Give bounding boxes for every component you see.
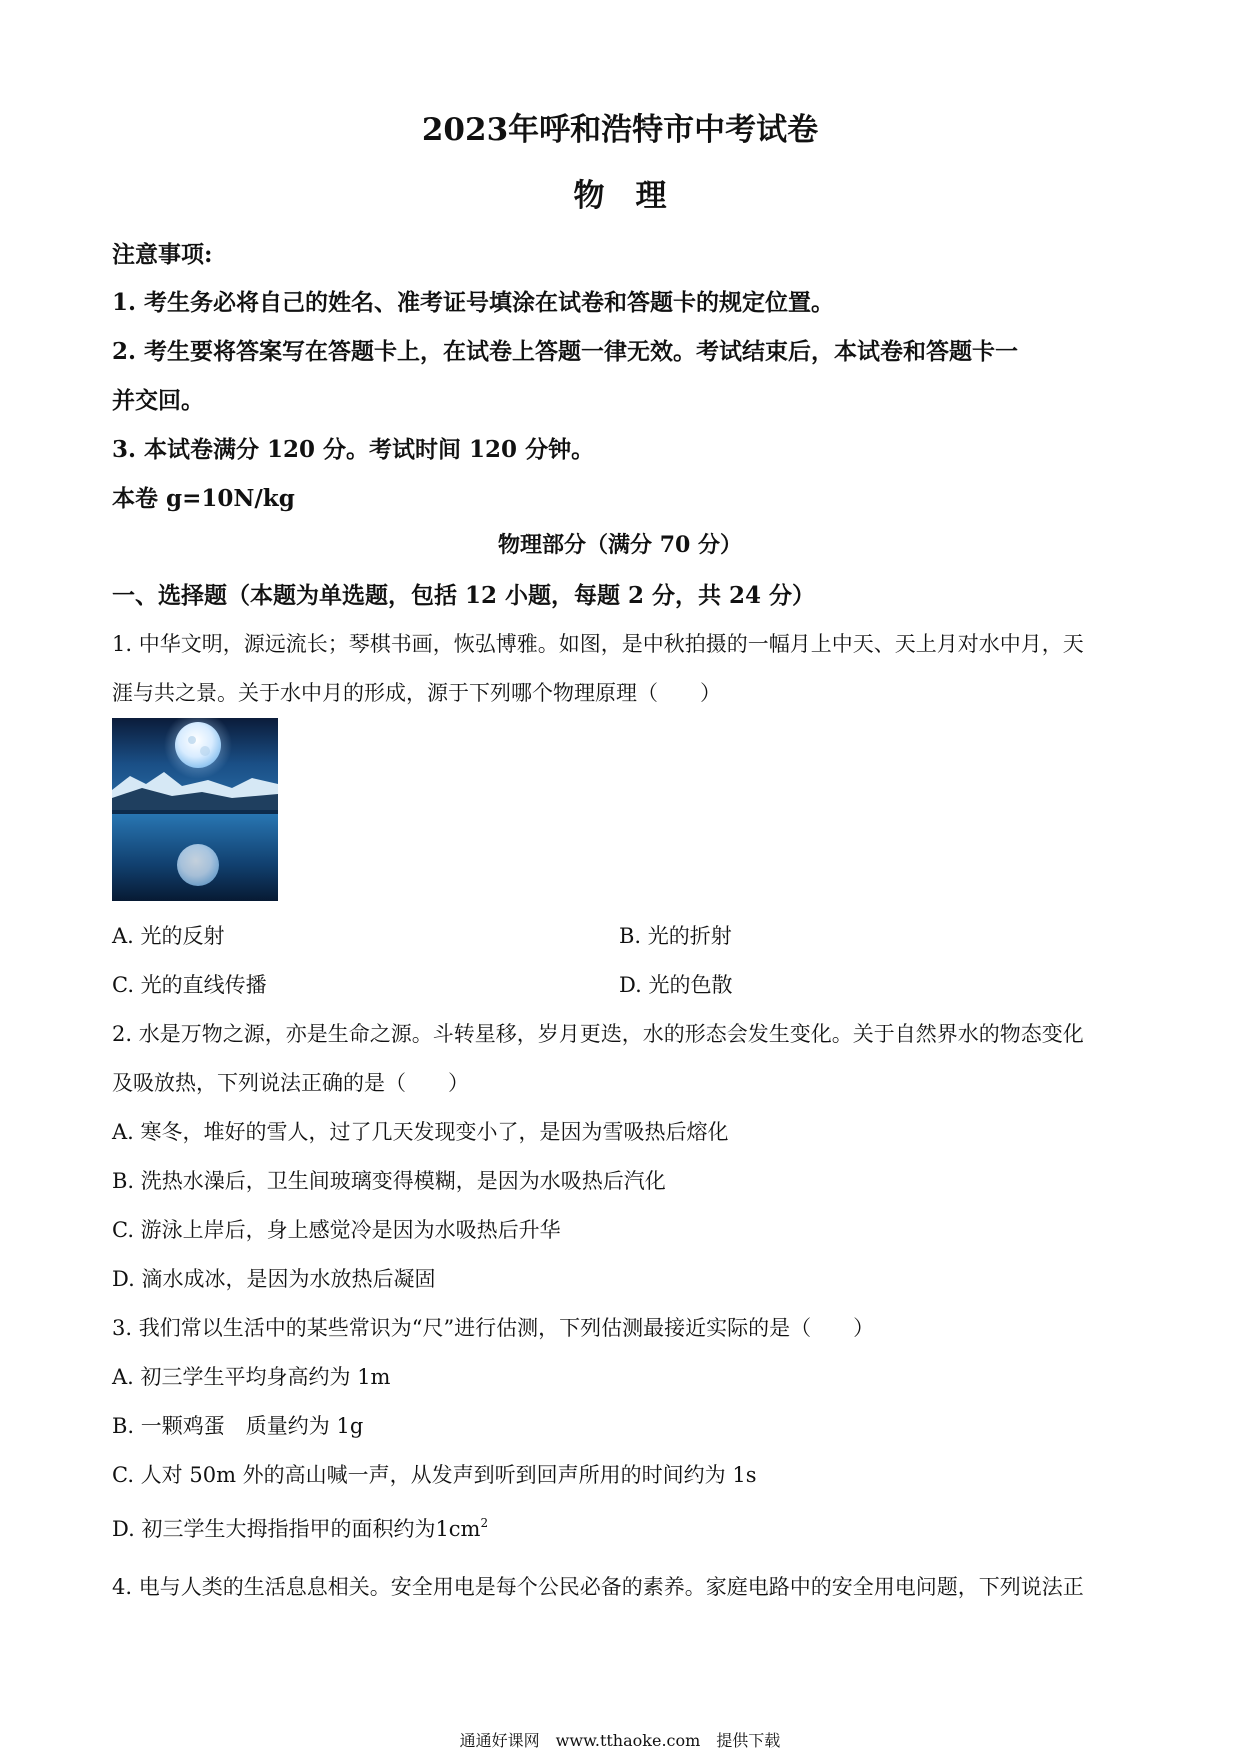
notice-item-3: 3. 本试卷满分 120 分。考试时间 120 分钟。 bbox=[112, 436, 595, 463]
footer-source: 通通好课网 www.tthaoke.com 提供下载 bbox=[459, 1731, 781, 1750]
exam-title: 2023年呼和浩特市中考试卷 bbox=[421, 112, 819, 148]
q2-option-c: C. 游泳上岸后，身上感觉冷是因为水吸热后升华 bbox=[112, 1218, 561, 1242]
q3-option-d-text: D. 初三学生大拇指指甲的面积约为1cm bbox=[112, 1517, 481, 1541]
q2-option-b: B. 洗热水澡后，卫生间玻璃变得模糊，是因为水吸热后汽化 bbox=[112, 1169, 666, 1193]
q3-option-a: A. 初三学生平均身高约为 1m bbox=[112, 1365, 391, 1389]
q4-stem-line1: 4. 电与人类的生活息息相关。安全用电是每个公民必备的素养。家庭电路中的安全用电问题，下列说法正 bbox=[112, 1575, 1084, 1599]
notice-item-1: 1. 考生务必将自己的姓名、准考证号填涂在试卷和答题卡的规定位置。 bbox=[112, 289, 835, 316]
notice-heading: 注意事项: bbox=[112, 241, 213, 268]
moon-reflection-image bbox=[112, 718, 278, 901]
gravity-note: 本卷 g=10N/kg bbox=[112, 485, 295, 512]
q2-stem-line2: 及吸放热，下列说法正确的是（ ） bbox=[112, 1071, 469, 1095]
q1-option-d: D. 光的色散 bbox=[619, 973, 733, 997]
q1-option-b: B. 光的折射 bbox=[619, 924, 732, 948]
q2-stem-line1: 2. 水是万物之源，亦是生命之源。斗转星移，岁月更迭，水的形态会发生变化。关于自然界水的物态变化 bbox=[112, 1022, 1084, 1046]
q2-option-a: A. 寒冬，堆好的雪人，过了几天发现变小了，是因为雪吸热后熔化 bbox=[112, 1120, 729, 1144]
subject-title: 物 理 bbox=[573, 178, 667, 214]
notice-item-2-cont: 并交回。 bbox=[112, 387, 204, 414]
q3-option-b: B. 一颗鸡蛋 质量约为 1g bbox=[112, 1414, 364, 1438]
q1-option-c: C. 光的直线传播 bbox=[112, 973, 267, 997]
q1-option-a: A. 光的反射 bbox=[112, 924, 225, 948]
q3-option-c: C. 人对 50m 外的高山喊一声，从发声到听到回声所用的时间约为 1s bbox=[112, 1463, 757, 1487]
q2-option-d: D. 滴水成冰，是因为水放热后凝固 bbox=[112, 1267, 436, 1291]
notice-item-2: 2. 考生要将答案写在答题卡上，在试卷上答题一律无效。考试结束后，本试卷和答题卡一 bbox=[112, 338, 1019, 365]
q3-option-d bbox=[112, 1513, 488, 1543]
q1-stem-line1: 1. 中华文明，源远流长；琴棋书画，恢弘博雅。如图，是中秋拍摄的一幅月上中天、天上月对水中月，天 bbox=[112, 632, 1084, 656]
part-heading: 物理部分（满分 70 分） bbox=[498, 532, 742, 558]
q3-option-d-superscript: 2 bbox=[480, 1516, 489, 1530]
section-heading: 一、选择题（本题为单选题，包括 12 小题，每题 2 分，共 24 分） bbox=[112, 582, 816, 609]
q1-stem-line2: 涯与共之景。关于水中月的形成，源于下列哪个物理原理（ ） bbox=[112, 681, 721, 705]
q3-stem: 3. 我们常以生活中的某些常识为“尺”进行估测，下列估测最接近实际的是（ ） bbox=[112, 1316, 875, 1340]
